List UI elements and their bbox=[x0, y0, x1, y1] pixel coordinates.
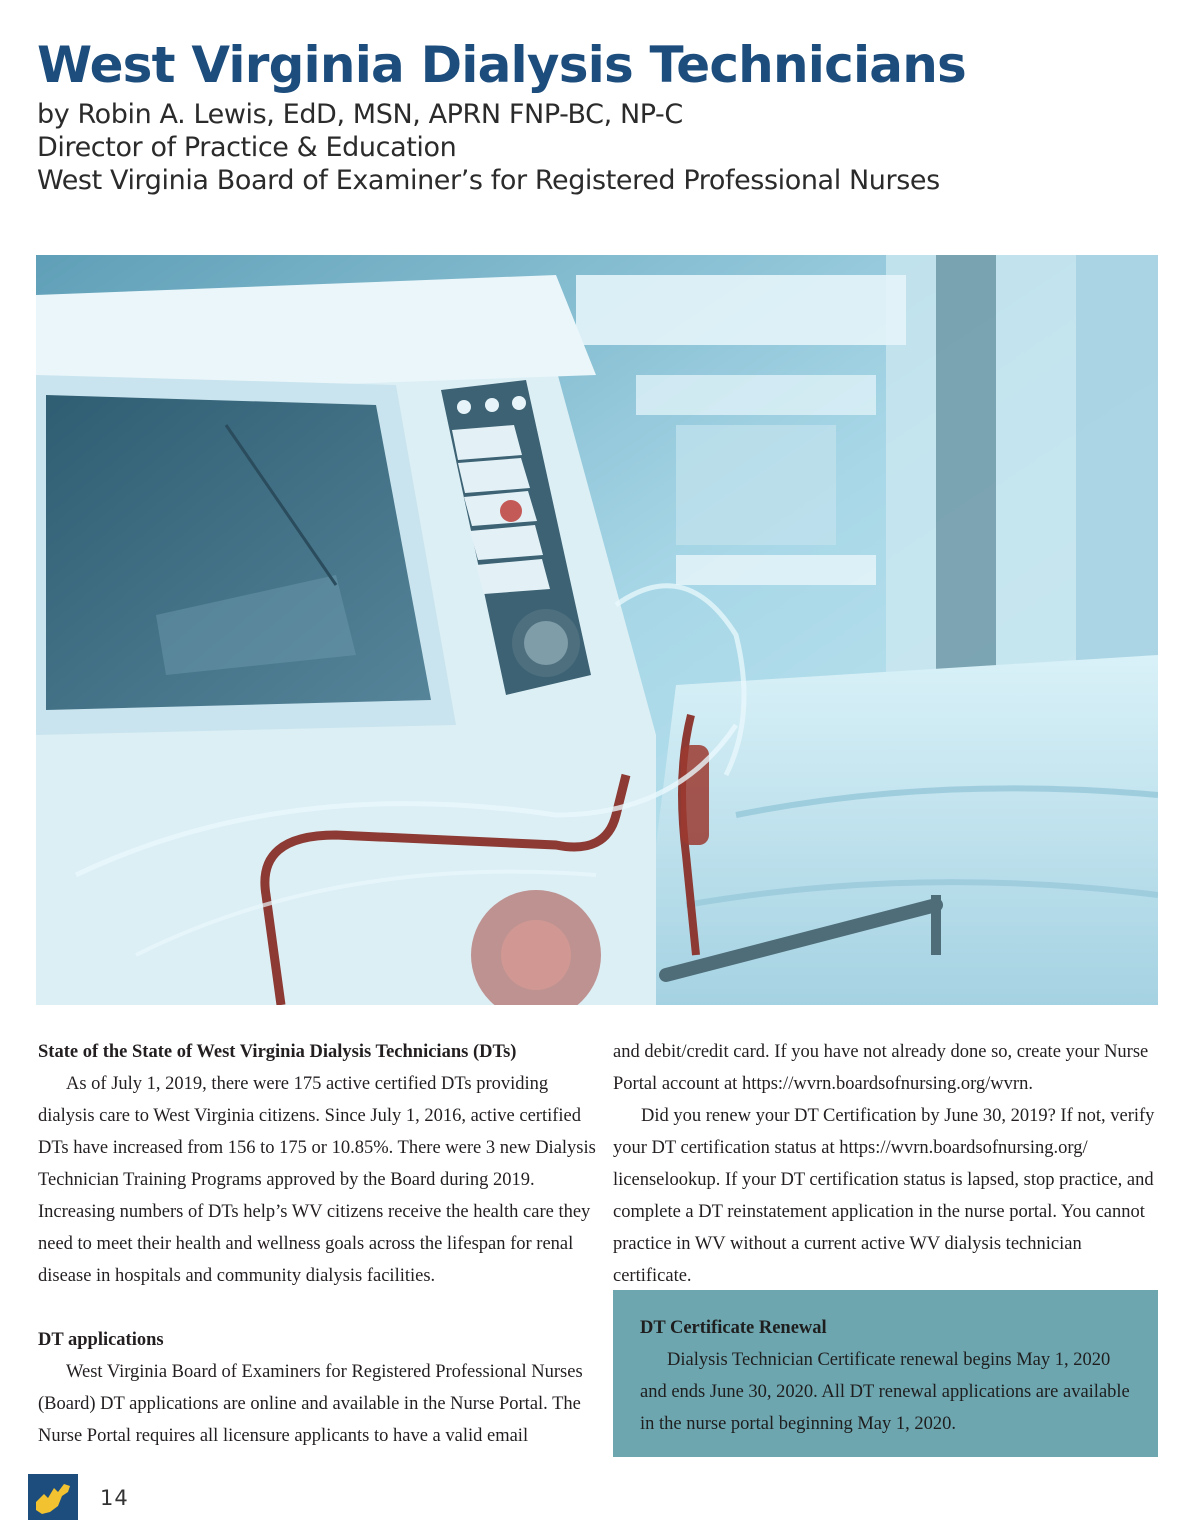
west-virginia-state-icon bbox=[28, 1474, 78, 1520]
right-column bbox=[613, 1036, 1161, 1292]
author-organization: West Virginia Board of Examiner’s for Registered Professional Nurses bbox=[37, 165, 940, 196]
dialysis-machine-photo bbox=[36, 255, 1158, 1005]
author-line: by Robin A. Lewis, EdD, MSN, APRN FNP-BC, NP-C bbox=[37, 99, 683, 130]
callout-body: Dialysis Technician Certificate renewal begins May 1, 2020 and ends June 30, 2020. All DT renewal applications are available in the nurse portal beginning May 1, 2020. bbox=[640, 1350, 1130, 1434]
page-number: 14 bbox=[100, 1486, 129, 1510]
author-position: Director of Practice & Education bbox=[37, 132, 457, 163]
left-column bbox=[38, 1036, 598, 1452]
callout-heading: DT Certificate Renewal bbox=[640, 1318, 827, 1338]
byline bbox=[37, 98, 940, 197]
page-title: West Virginia Dialysis Technicians bbox=[37, 36, 966, 94]
right-paragraph-renewal: Did you renew your DT Certification by June 30, 2019? If not, verify your DT certification status at https://wvrn.boardsofnursing.org/ licenselookup. If your DT certification status is lapsed, stop practice, and complete a DT reinstatement application in the nurse portal. You cannot practice in WV without a current active WV dialysis technician certificate. bbox=[613, 1106, 1155, 1286]
section-heading-applications: DT applications bbox=[38, 1330, 164, 1350]
renewal-callout-box bbox=[613, 1290, 1158, 1457]
section-heading-state: State of the State of West Virginia Dialysis Technicians (DTs) bbox=[38, 1042, 517, 1062]
right-paragraph-portal: and debit/credit card. If you have not already done so, create your Nurse Portal account at https://wvrn.boardsofnursing.org/wvrn. bbox=[613, 1042, 1149, 1094]
section-body-applications: West Virginia Board of Examiners for Registered Professional Nurses (Board) DT applications are online and available in the Nurse Portal. The Nurse Portal requires all licensure applicants to have a valid email bbox=[38, 1362, 583, 1446]
dialysis-machine-illustration bbox=[36, 255, 1158, 1005]
section-body-state: As of July 1, 2019, there were 175 active certified DTs providing dialysis care to West Virginia citizens. Since July 1, 2016, active certified DTs have increased from 156 to 175 or 10.85%. There were 3 new Dialysis Technician Training Programs approved by the Board during 2019. Increasing numbers of DTs help’s WV citizens receive the health care they need to meet their health and wellness goals across the lifespan for renal disease in hospitals and community dialysis facilities. bbox=[38, 1074, 596, 1286]
